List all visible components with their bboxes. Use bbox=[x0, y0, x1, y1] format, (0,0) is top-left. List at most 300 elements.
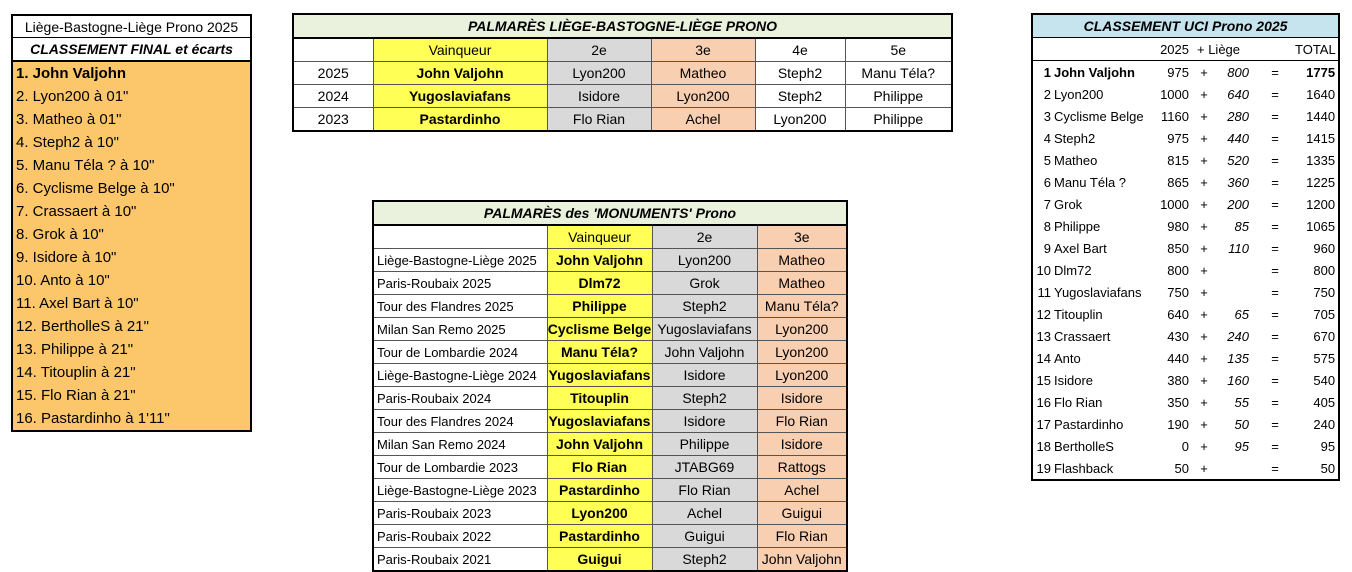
monuments-row bbox=[373, 387, 847, 410]
uci-eq-cell: = bbox=[1271, 394, 1279, 410]
monuments-cell: Rattogs bbox=[757, 456, 847, 479]
uci-row bbox=[1032, 281, 1339, 303]
uci-eq-cell: = bbox=[1271, 152, 1279, 168]
palmares-lbl-cell: Pastardinho bbox=[373, 108, 547, 132]
monuments-header-cell: 2e bbox=[652, 225, 757, 249]
monuments-row bbox=[373, 272, 847, 295]
uci-pts-cell: 380 bbox=[1167, 372, 1189, 388]
uci-plus-cell: + bbox=[1200, 416, 1208, 432]
uci-row bbox=[1032, 237, 1339, 259]
uci-eq-cell: = bbox=[1271, 372, 1279, 388]
monuments-cell: Lyon200 bbox=[757, 318, 847, 341]
uci-pts-cell: 640 bbox=[1167, 306, 1189, 322]
uci-row bbox=[1032, 391, 1339, 413]
monuments-cell: Liège-Bastogne-Liège 2023 bbox=[373, 479, 547, 502]
ranking-title: Liège-Bastogne-Liège Prono 2025 bbox=[12, 15, 251, 38]
monuments-cell: Paris-Roubaix 2024 bbox=[373, 387, 547, 410]
uci-rank-cell: 9 bbox=[1043, 240, 1051, 256]
uci-rank-cell: 8 bbox=[1043, 218, 1051, 234]
monuments-row bbox=[373, 295, 847, 318]
ranking-row bbox=[12, 131, 251, 154]
uci-total-cell: 95 bbox=[1320, 438, 1336, 454]
ranking-row bbox=[12, 200, 251, 223]
uci-name-cell: Titouplin bbox=[1054, 306, 1103, 322]
uci-rank-cell: 6 bbox=[1043, 174, 1051, 190]
ranking-entry: 1. John Valjohn bbox=[12, 61, 251, 85]
palmares-lbl-cell: Lyon200 bbox=[651, 85, 755, 108]
uci-bonus-cell: 65 bbox=[1234, 306, 1249, 322]
uci-total-cell: 540 bbox=[1313, 372, 1336, 388]
uci-header-total: TOTAL bbox=[1295, 41, 1336, 57]
monuments-cell: Steph2 bbox=[652, 548, 757, 572]
uci-pts-cell: 980 bbox=[1167, 218, 1189, 234]
final-ranking-table bbox=[11, 14, 252, 432]
monuments-cell: Isidore bbox=[652, 364, 757, 387]
uci-rank-cell: 5 bbox=[1043, 152, 1051, 168]
uci-header-row bbox=[1032, 38, 1339, 61]
palmares-lbl-cell: John Valjohn bbox=[373, 62, 547, 85]
uci-pts-cell: 350 bbox=[1167, 394, 1189, 410]
uci-eq-cell: = bbox=[1271, 64, 1279, 80]
ranking-entry: 4. Steph2 à 10" bbox=[12, 131, 251, 154]
uci-total-cell: 1415 bbox=[1306, 130, 1336, 146]
palmares-lbl-cell: 2023 bbox=[293, 108, 373, 132]
uci-eq-cell: = bbox=[1271, 350, 1279, 366]
uci-rank-cell: 7 bbox=[1043, 196, 1051, 212]
monuments-cell: Yugoslaviafans bbox=[652, 318, 757, 341]
uci-name-cell: Dlm72 bbox=[1054, 262, 1092, 278]
uci-rank-cell: 16 bbox=[1036, 394, 1051, 410]
uci-plus-cell: + bbox=[1200, 328, 1208, 344]
uci-pts-cell: 975 bbox=[1167, 130, 1189, 146]
uci-row bbox=[1032, 325, 1339, 347]
ranking-row bbox=[12, 315, 251, 338]
palmares-lbl-cell: Matheo bbox=[651, 62, 755, 85]
uci-rank-cell: 2 bbox=[1043, 86, 1051, 102]
uci-eq-cell: = bbox=[1271, 328, 1279, 344]
ranking-entry: 10. Anto à 10" bbox=[12, 269, 251, 292]
palmares-lbl-header-row bbox=[293, 38, 952, 62]
monuments-header-cell: 3e bbox=[757, 225, 847, 249]
monuments-row bbox=[373, 456, 847, 479]
uci-row bbox=[1032, 83, 1339, 105]
uci-pts-cell: 440 bbox=[1167, 350, 1189, 366]
monuments-row bbox=[373, 341, 847, 364]
uci-total-cell: 750 bbox=[1313, 284, 1336, 300]
monuments-cell: John Valjohn bbox=[547, 249, 652, 272]
uci-total-cell: 1200 bbox=[1306, 196, 1336, 212]
uci-eq-cell: = bbox=[1271, 240, 1279, 256]
palmares-lbl-cell: 2025 bbox=[293, 62, 373, 85]
ranking-entry: 7. Crassaert à 10" bbox=[12, 200, 251, 223]
uci-row bbox=[1032, 413, 1339, 435]
uci-row bbox=[1032, 303, 1339, 325]
monuments-cell: Yugoslaviafans bbox=[547, 364, 652, 387]
uci-row bbox=[1032, 215, 1339, 237]
uci-bonus-cell: 280 bbox=[1227, 108, 1249, 124]
monuments-cell: Flo Rian bbox=[547, 456, 652, 479]
uci-eq-cell: = bbox=[1271, 306, 1279, 322]
monuments-row bbox=[373, 318, 847, 341]
monuments-cell: Isidore bbox=[757, 387, 847, 410]
uci-bonus-cell: 110 bbox=[1228, 240, 1249, 256]
monuments-cell: Lyon200 bbox=[757, 341, 847, 364]
uci-total-cell: 575 bbox=[1313, 350, 1336, 366]
ranking-entry: 3. Matheo à 01" bbox=[12, 108, 251, 131]
uci-eq-cell: = bbox=[1271, 174, 1279, 190]
uci-rank-cell: 17 bbox=[1036, 416, 1051, 432]
palmares-lbl-cell: Lyon200 bbox=[547, 62, 651, 85]
monuments-cell: Paris-Roubaix 2023 bbox=[373, 502, 547, 525]
uci-total-cell: 1335 bbox=[1306, 152, 1336, 168]
palmares-lbl-cell: Achel bbox=[651, 108, 755, 132]
uci-total-cell: 405 bbox=[1313, 394, 1336, 410]
monuments-row bbox=[373, 502, 847, 525]
uci-plus-cell: + bbox=[1200, 86, 1208, 102]
uci-pts-cell: 0 bbox=[1181, 438, 1189, 454]
palmares-lbl-cell: Lyon200 bbox=[755, 108, 845, 132]
ranking-row bbox=[12, 61, 251, 85]
uci-total-cell: 1065 bbox=[1306, 218, 1336, 234]
uci-plus-cell: + bbox=[1200, 64, 1208, 80]
monuments-cell: Dlm72 bbox=[547, 272, 652, 295]
ranking-entry: 8. Grok à 10" bbox=[12, 223, 251, 246]
palmares-lbl-row bbox=[293, 108, 952, 132]
uci-row bbox=[1032, 105, 1339, 127]
uci-bonus-cell: 440 bbox=[1227, 130, 1249, 146]
monuments-header-row bbox=[373, 225, 847, 249]
palmares-lbl-table bbox=[292, 13, 953, 132]
ranking-entry: 2. Lyon200 à 01" bbox=[12, 85, 251, 108]
palmares-lbl-header-cell: Vainqueur bbox=[373, 38, 547, 62]
ranking-row bbox=[12, 292, 251, 315]
uci-name-cell: Crassaert bbox=[1054, 328, 1111, 344]
uci-eq-cell: = bbox=[1271, 130, 1279, 146]
uci-pts-cell: 50 bbox=[1174, 460, 1189, 476]
uci-total-cell: 800 bbox=[1313, 262, 1336, 278]
uci-pts-cell: 430 bbox=[1167, 328, 1189, 344]
uci-name-cell: John Valjohn bbox=[1054, 64, 1135, 80]
ranking-entry: 11. Axel Bart à 10" bbox=[12, 292, 251, 315]
monuments-cell: Flo Rian bbox=[652, 479, 757, 502]
uci-rank-cell: 3 bbox=[1043, 108, 1051, 124]
uci-name-cell: Steph2 bbox=[1054, 130, 1096, 146]
uci-plus-cell: + bbox=[1200, 372, 1208, 388]
uci-name-cell: Manu Téla ? bbox=[1054, 174, 1127, 190]
monuments-cell: Guigui bbox=[757, 502, 847, 525]
uci-bonus-cell: 50 bbox=[1234, 416, 1249, 432]
monuments-cell: Tour des Flandres 2024 bbox=[373, 410, 547, 433]
monuments-cell: Tour de Lombardie 2024 bbox=[373, 341, 547, 364]
monuments-cell: Guigui bbox=[547, 548, 652, 572]
uci-row bbox=[1032, 347, 1339, 369]
monuments-cell: John Valjohn bbox=[652, 341, 757, 364]
palmares-lbl-cell: Philippe bbox=[845, 85, 952, 108]
uci-eq-cell: = bbox=[1271, 438, 1279, 454]
palmares-lbl-header-cell: 2e bbox=[547, 38, 651, 62]
ranking-row bbox=[12, 246, 251, 269]
uci-total-cell: 1640 bbox=[1306, 86, 1336, 102]
palmares-lbl-cell: 2024 bbox=[293, 85, 373, 108]
uci-name-cell: Matheo bbox=[1054, 152, 1098, 168]
uci-eq-cell: = bbox=[1271, 416, 1279, 432]
uci-bonus-cell: 160 bbox=[1227, 372, 1249, 388]
uci-plus-cell: + bbox=[1200, 152, 1208, 168]
monuments-cell: Tour des Flandres 2025 bbox=[373, 295, 547, 318]
ranking-row bbox=[12, 384, 251, 407]
uci-rank-cell: 19 bbox=[1036, 460, 1051, 476]
ranking-entry: 12. BertholleS à 21" bbox=[12, 315, 251, 338]
monuments-cell: Milan San Remo 2024 bbox=[373, 433, 547, 456]
uci-pts-cell: 800 bbox=[1167, 262, 1189, 278]
uci-row bbox=[1032, 61, 1339, 84]
uci-name-cell: Axel Bart bbox=[1054, 240, 1107, 256]
uci-name-cell: Philippe bbox=[1054, 218, 1101, 234]
monuments-header-cell bbox=[373, 225, 547, 249]
palmares-lbl-header-cell: 3e bbox=[651, 38, 755, 62]
uci-plus-cell: + bbox=[1200, 350, 1208, 366]
uci-bonus-cell: 135 bbox=[1227, 350, 1249, 366]
uci-total-cell: 1225 bbox=[1306, 174, 1336, 190]
ranking-entry: 16. Pastardinho à 1'11" bbox=[12, 407, 251, 431]
uci-plus-cell: + bbox=[1200, 262, 1208, 278]
uci-eq-cell: = bbox=[1271, 460, 1279, 476]
monuments-cell: Steph2 bbox=[652, 387, 757, 410]
monuments-cell: Achel bbox=[757, 479, 847, 502]
palmares-lbl-cell: Philippe bbox=[845, 108, 952, 132]
monuments-cell: Lyon200 bbox=[757, 364, 847, 387]
uci-name-cell: Grok bbox=[1054, 196, 1083, 212]
uci-row bbox=[1032, 369, 1339, 391]
uci-plus-cell: + bbox=[1200, 240, 1208, 256]
uci-rank-cell: 1 bbox=[1043, 64, 1051, 80]
monuments-cell: Cyclisme Belge bbox=[547, 318, 652, 341]
uci-total-cell: 1775 bbox=[1306, 64, 1336, 80]
ranking-row bbox=[12, 338, 251, 361]
uci-plus-cell: + bbox=[1200, 174, 1208, 190]
uci-name-cell: Anto bbox=[1054, 350, 1081, 366]
uci-bonus-cell: 95 bbox=[1234, 438, 1249, 454]
uci-plus-cell: + bbox=[1200, 460, 1208, 476]
uci-row bbox=[1032, 259, 1339, 281]
uci-bonus-cell bbox=[1215, 457, 1255, 480]
monuments-cell: Liège-Bastogne-Liège 2024 bbox=[373, 364, 547, 387]
monuments-row bbox=[373, 410, 847, 433]
monuments-cell: Lyon200 bbox=[652, 249, 757, 272]
uci-ranking-table bbox=[1031, 13, 1340, 481]
uci-bonus-cell: 360 bbox=[1227, 174, 1249, 190]
palmares-lbl-cell: Manu Téla? bbox=[845, 62, 952, 85]
monuments-cell: Pastardinho bbox=[547, 525, 652, 548]
monuments-row bbox=[373, 249, 847, 272]
palmares-lbl-cell: Yugoslaviafans bbox=[373, 85, 547, 108]
ranking-entry: 6. Cyclisme Belge à 10" bbox=[12, 177, 251, 200]
palmares-lbl-title: PALMARÈS LIÈGE-BASTOGNE-LIÈGE PRONO bbox=[293, 14, 952, 38]
monuments-cell: Tour de Lombardie 2023 bbox=[373, 456, 547, 479]
ranking-subtitle: CLASSEMENT FINAL et écarts bbox=[12, 38, 251, 62]
monuments-cell: Manu Téla? bbox=[757, 295, 847, 318]
uci-rank-cell: 18 bbox=[1036, 438, 1051, 454]
ranking-entry: 5. Manu Téla ? à 10" bbox=[12, 154, 251, 177]
monuments-cell: Guigui bbox=[652, 525, 757, 548]
uci-title: CLASSEMENT UCI Prono 2025 bbox=[1032, 14, 1339, 38]
monuments-cell: John Valjohn bbox=[547, 433, 652, 456]
monuments-table bbox=[372, 200, 848, 572]
uci-pts-cell: 865 bbox=[1167, 174, 1189, 190]
monuments-cell: Grok bbox=[652, 272, 757, 295]
uci-pts-cell: 750 bbox=[1167, 284, 1189, 300]
monuments-title: PALMARÈS des 'MONUMENTS' Prono bbox=[373, 201, 847, 225]
palmares-lbl-header-cell bbox=[293, 38, 373, 62]
monuments-cell: Paris-Roubaix 2021 bbox=[373, 548, 547, 572]
palmares-lbl-header-cell: 4e bbox=[755, 38, 845, 62]
uci-pts-cell: 850 bbox=[1167, 240, 1189, 256]
monuments-cell: Isidore bbox=[757, 433, 847, 456]
uci-plus-cell: + bbox=[1200, 196, 1208, 212]
monuments-row bbox=[373, 479, 847, 502]
uci-bonus-cell: 520 bbox=[1227, 152, 1249, 168]
uci-bonus-cell: 240 bbox=[1227, 328, 1249, 344]
uci-name-cell: Flashback bbox=[1054, 460, 1114, 476]
ranking-row bbox=[12, 361, 251, 384]
uci-plus-cell: + bbox=[1200, 394, 1208, 410]
monuments-row bbox=[373, 433, 847, 456]
uci-row bbox=[1032, 149, 1339, 171]
monuments-header-cell: Vainqueur bbox=[547, 225, 652, 249]
uci-total-cell: 50 bbox=[1320, 460, 1336, 476]
uci-total-cell: 240 bbox=[1313, 416, 1336, 432]
uci-bonus-cell: 200 bbox=[1227, 196, 1249, 212]
uci-pts-cell: 815 bbox=[1167, 152, 1189, 168]
uci-rank-cell: 12 bbox=[1036, 306, 1051, 322]
uci-eq-cell: = bbox=[1271, 86, 1279, 102]
ranking-row bbox=[12, 177, 251, 200]
uci-eq-cell: = bbox=[1271, 262, 1279, 278]
uci-row bbox=[1032, 457, 1339, 480]
uci-plus-cell: + bbox=[1200, 438, 1208, 454]
uci-rank-cell: 14 bbox=[1036, 350, 1051, 366]
ranking-entry: 13. Philippe à 21" bbox=[12, 338, 251, 361]
monuments-cell: Lyon200 bbox=[547, 502, 652, 525]
uci-name-cell: Flo Rian bbox=[1054, 394, 1103, 410]
ranking-row bbox=[12, 407, 251, 431]
palmares-lbl-row bbox=[293, 62, 952, 85]
monuments-cell: Paris-Roubaix 2022 bbox=[373, 525, 547, 548]
uci-plus-cell: + bbox=[1200, 218, 1208, 234]
uci-rank-cell: 10 bbox=[1036, 262, 1051, 278]
monuments-cell: JTABG69 bbox=[652, 456, 757, 479]
monuments-cell: Steph2 bbox=[652, 295, 757, 318]
palmares-lbl-cell: Steph2 bbox=[755, 62, 845, 85]
monuments-cell: Titouplin bbox=[547, 387, 652, 410]
uci-eq-cell: = bbox=[1271, 196, 1279, 212]
uci-name-cell: Isidore bbox=[1054, 372, 1094, 388]
uci-pts-cell: 1160 bbox=[1161, 108, 1189, 124]
uci-rank-cell: 11 bbox=[1037, 284, 1051, 300]
uci-rank-cell: 4 bbox=[1043, 130, 1051, 146]
uci-pts-cell: 1000 bbox=[1160, 86, 1189, 102]
uci-plus-cell: + bbox=[1200, 306, 1208, 322]
palmares-lbl-row bbox=[293, 85, 952, 108]
monuments-row bbox=[373, 548, 847, 572]
monuments-cell: John Valjohn bbox=[757, 548, 847, 572]
uci-total-cell: 670 bbox=[1313, 328, 1336, 344]
uci-name-cell: BertholleS bbox=[1054, 438, 1114, 454]
monuments-cell: Flo Rian bbox=[757, 525, 847, 548]
uci-bonus-cell bbox=[1215, 281, 1255, 303]
uci-pts-cell: 975 bbox=[1167, 64, 1189, 80]
ranking-row bbox=[12, 269, 251, 292]
palmares-lbl-cell: Steph2 bbox=[755, 85, 845, 108]
monuments-row bbox=[373, 364, 847, 387]
ranking-row bbox=[12, 223, 251, 246]
ranking-row bbox=[12, 154, 251, 177]
uci-row bbox=[1032, 171, 1339, 193]
uci-eq-cell: = bbox=[1271, 284, 1279, 300]
monuments-cell: Isidore bbox=[652, 410, 757, 433]
uci-total-cell: 705 bbox=[1313, 306, 1336, 322]
uci-bonus-cell: 55 bbox=[1234, 394, 1249, 410]
uci-rank-cell: 13 bbox=[1036, 328, 1051, 344]
uci-row bbox=[1032, 193, 1339, 215]
monuments-cell: Liège-Bastogne-Liège 2025 bbox=[373, 249, 547, 272]
palmares-lbl-cell: Flo Rian bbox=[547, 108, 651, 132]
monuments-cell: Matheo bbox=[757, 272, 847, 295]
monuments-cell: Milan San Remo 2025 bbox=[373, 318, 547, 341]
monuments-cell: Philippe bbox=[547, 295, 652, 318]
monuments-cell: Paris-Roubaix 2025 bbox=[373, 272, 547, 295]
uci-eq-cell: = bbox=[1271, 108, 1279, 124]
uci-plus-cell: + bbox=[1200, 130, 1208, 146]
uci-bonus-cell bbox=[1215, 259, 1255, 281]
palmares-lbl-cell: Isidore bbox=[547, 85, 651, 108]
monuments-cell: Pastardinho bbox=[547, 479, 652, 502]
monuments-row bbox=[373, 525, 847, 548]
uci-bonus-cell: 800 bbox=[1227, 64, 1249, 80]
uci-plus-cell: + bbox=[1200, 108, 1208, 124]
monuments-cell: Manu Téla? bbox=[547, 341, 652, 364]
ranking-entry: 14. Titouplin à 21" bbox=[12, 361, 251, 384]
uci-pts-cell: 1000 bbox=[1160, 196, 1189, 212]
uci-bonus-cell: 85 bbox=[1234, 218, 1249, 234]
ranking-entry: 15. Flo Rian à 21" bbox=[12, 384, 251, 407]
monuments-cell: Yugoslaviafans bbox=[547, 410, 652, 433]
monuments-cell: Achel bbox=[652, 502, 757, 525]
uci-name-cell: Cyclisme Belge bbox=[1054, 108, 1144, 124]
uci-plus-cell: + bbox=[1200, 284, 1208, 300]
uci-row bbox=[1032, 127, 1339, 149]
uci-row bbox=[1032, 435, 1339, 457]
uci-name-cell: Pastardinho bbox=[1054, 416, 1124, 432]
uci-header-year: 2025 bbox=[1160, 41, 1189, 57]
monuments-cell: Philippe bbox=[652, 433, 757, 456]
monuments-cell: Matheo bbox=[757, 249, 847, 272]
uci-name-cell: Yugoslaviafans bbox=[1054, 284, 1142, 300]
ranking-row bbox=[12, 85, 251, 108]
uci-header-liege: + Liège bbox=[1197, 41, 1241, 57]
ranking-entry: 9. Isidore à 10" bbox=[12, 246, 251, 269]
uci-name-cell: Lyon200 bbox=[1054, 86, 1104, 102]
uci-pts-cell: 190 bbox=[1167, 416, 1189, 432]
uci-eq-cell: = bbox=[1271, 218, 1279, 234]
uci-total-cell: 960 bbox=[1313, 240, 1336, 256]
uci-total-cell: 1440 bbox=[1306, 108, 1336, 124]
palmares-lbl-header-cell: 5e bbox=[845, 38, 952, 62]
monuments-cell: Flo Rian bbox=[757, 410, 847, 433]
uci-rank-cell: 15 bbox=[1036, 372, 1051, 388]
uci-bonus-cell: 640 bbox=[1227, 86, 1249, 102]
ranking-row bbox=[12, 108, 251, 131]
